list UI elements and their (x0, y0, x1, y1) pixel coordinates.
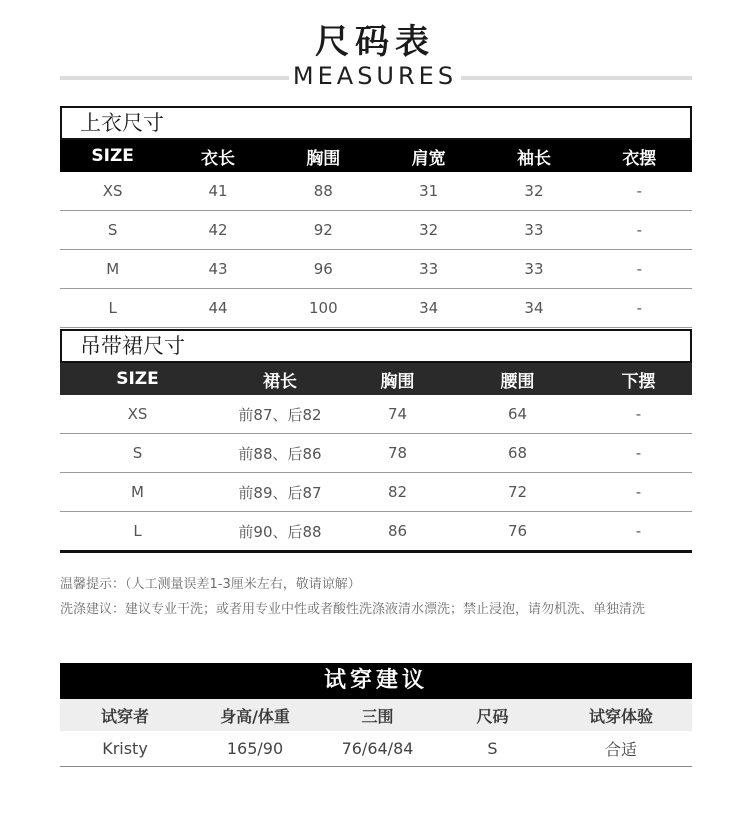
table-row (60, 473, 692, 512)
table-cell: 96 (271, 250, 376, 289)
top-size-section-title: 上衣尺寸 (60, 106, 692, 140)
tryon-table (60, 699, 692, 767)
table-cell: Kristy (60, 731, 190, 767)
table-cell: 前87、后82 (215, 395, 345, 434)
table-row (60, 289, 692, 328)
column-header: 肩宽 (376, 140, 481, 172)
column-header: 衣摆 (587, 140, 692, 172)
table-cell: 33 (481, 211, 586, 250)
dress-size-section-title: 吊带裙尺寸 (60, 329, 692, 363)
table-cell: 165/90 (190, 731, 320, 767)
table-cell: - (587, 250, 692, 289)
column-header: 试穿者 (60, 699, 190, 731)
table-cell: S (435, 731, 550, 767)
table-cell: 76/64/84 (320, 731, 435, 767)
table-cell: 合适 (550, 731, 692, 767)
measurement-tip: 温馨提示：（人工测量误差1-3厘米左右，敬请谅解） (60, 577, 361, 592)
table-cell: 64 (450, 395, 585, 434)
table-cell: 76 (450, 512, 585, 552)
column-header: SIZE (60, 140, 165, 172)
top-size-table (60, 140, 692, 328)
table-cell: 33 (376, 250, 481, 289)
table-cell: 92 (271, 211, 376, 250)
column-header: 裙长 (215, 363, 345, 395)
table-cell: 41 (165, 172, 270, 211)
table-cell: 72 (450, 473, 585, 512)
table-row (60, 434, 692, 473)
table-cell: XS (60, 172, 165, 211)
table-cell: - (585, 434, 692, 473)
tryon-section-title: 试穿建议 (60, 663, 692, 699)
table-row (60, 395, 692, 434)
table-cell: - (585, 395, 692, 434)
table-cell: 42 (165, 211, 270, 250)
table-cell: 68 (450, 434, 585, 473)
column-header: 腰围 (450, 363, 585, 395)
table-cell: L (60, 512, 215, 552)
table-cell: 34 (376, 289, 481, 328)
table-row (60, 172, 692, 211)
table-header-row (60, 363, 692, 395)
dress-size-table (60, 363, 692, 553)
table-cell: 前88、后86 (215, 434, 345, 473)
table-cell: L (60, 289, 165, 328)
table-cell: 78 (345, 434, 450, 473)
table-cell: 86 (345, 512, 450, 552)
table-cell: 前90、后88 (215, 512, 345, 552)
page-title: 尺码表 (315, 22, 435, 62)
column-header: 胸围 (345, 363, 450, 395)
table-cell: 43 (165, 250, 270, 289)
column-header: 三围 (320, 699, 435, 731)
table-cell: 82 (345, 473, 450, 512)
table-cell: 44 (165, 289, 270, 328)
column-header: 尺码 (435, 699, 550, 731)
table-cell: M (60, 473, 215, 512)
page-subtitle (0, 62, 750, 90)
table-header-row (60, 699, 692, 731)
table-cell: 32 (376, 211, 481, 250)
column-header: 衣长 (165, 140, 270, 172)
washing-advice: 洗涤建议：建议专业干洗；或者用专业中性或者酸性洗涤液清水漂洗；禁止浸泡，请勿机洗、单独清洗 (60, 602, 646, 617)
table-row (60, 512, 692, 552)
table-cell: S (60, 434, 215, 473)
table-cell: 100 (271, 289, 376, 328)
table-row (60, 250, 692, 289)
column-header: 下摆 (585, 363, 692, 395)
column-header: SIZE (60, 363, 215, 395)
table-cell: - (587, 172, 692, 211)
table-cell: 74 (345, 395, 450, 434)
table-cell: 88 (271, 172, 376, 211)
table-cell: 前89、后87 (215, 473, 345, 512)
table-cell: XS (60, 395, 215, 434)
table-cell: 33 (481, 250, 586, 289)
table-cell: - (587, 289, 692, 328)
column-header: 袖长 (481, 140, 586, 172)
table-header-row (60, 140, 692, 172)
column-header: 身高/体重 (190, 699, 320, 731)
table-row (60, 731, 692, 767)
table-cell: S (60, 211, 165, 250)
subtitle-text: MEASURES (289, 62, 461, 90)
table-cell: - (585, 473, 692, 512)
table-row (60, 211, 692, 250)
table-cell: - (585, 512, 692, 552)
column-header: 试穿体验 (550, 699, 692, 731)
table-cell: 32 (481, 172, 586, 211)
column-header: 胸围 (271, 140, 376, 172)
table-cell: - (587, 211, 692, 250)
table-cell: 34 (481, 289, 586, 328)
table-cell: 31 (376, 172, 481, 211)
table-cell: M (60, 250, 165, 289)
